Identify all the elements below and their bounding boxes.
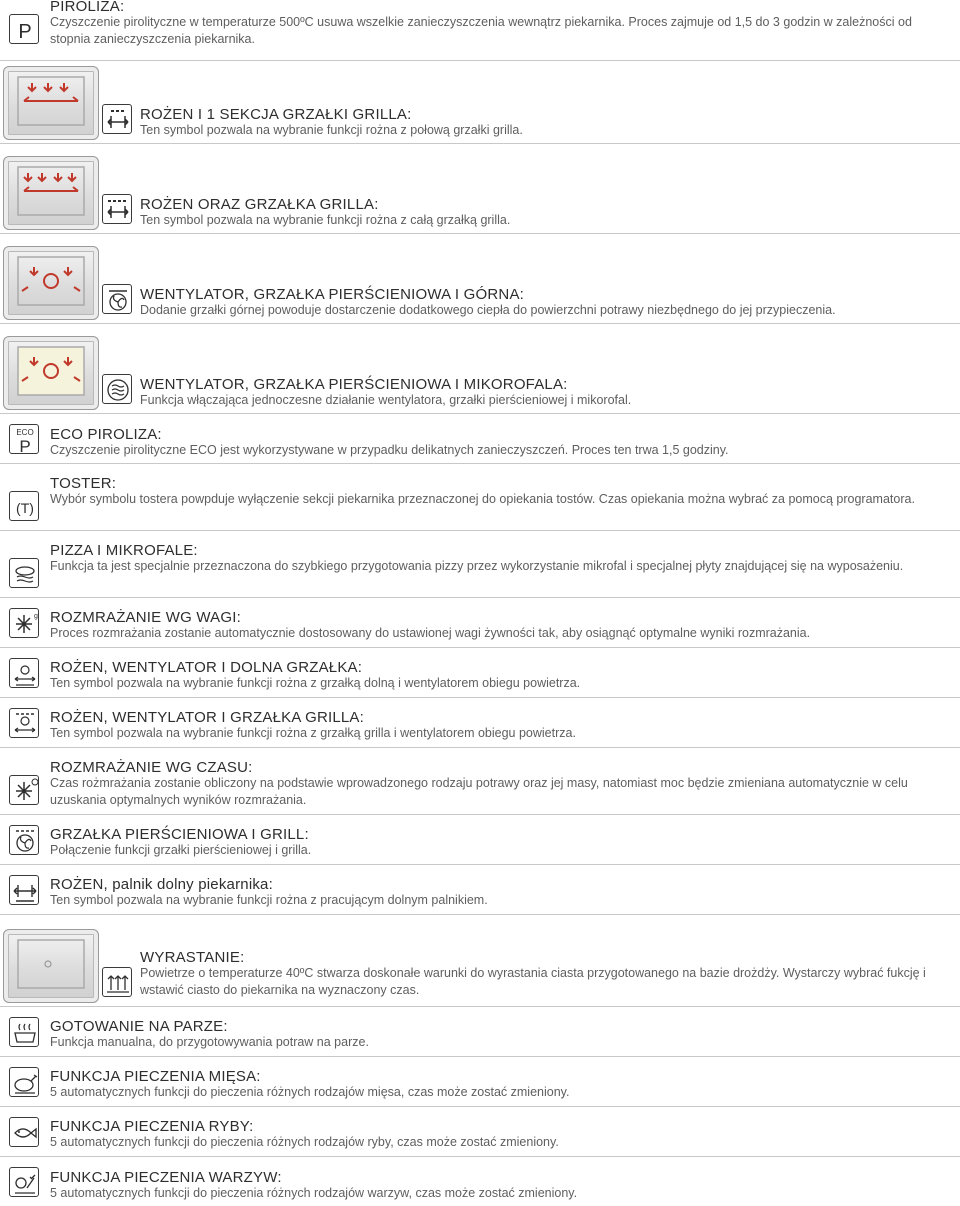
section-title: ECO PIROLIZA: bbox=[50, 426, 162, 443]
section-description: 5 automatycznych funkcji do pieczenia różnych rodzajów mięsa, czas może zostać zmieniony. bbox=[50, 1085, 570, 1099]
fish-roasting-icon bbox=[9, 1117, 39, 1147]
separator bbox=[0, 647, 960, 648]
section-title: ROŻEN, WENTYLATOR I DOLNA GRZAŁKA: bbox=[50, 659, 363, 676]
separator bbox=[0, 864, 960, 865]
rotisserie-half-grill-icon bbox=[102, 104, 132, 134]
section-description: Ten symbol pozwala na wybranie funkcji rożna z grzałką grilla i wentylatorem obiegu powietrza. bbox=[50, 726, 576, 740]
pizza-microwave-icon bbox=[9, 558, 39, 588]
oven-illustration bbox=[3, 246, 99, 320]
separator bbox=[0, 413, 960, 414]
section-title: TOSTER: bbox=[50, 475, 117, 492]
eco-label: ECO bbox=[16, 428, 34, 437]
section-description: Wybór symbolu tostera powpduje wyłączenie sekcji piekarnika przeznaczonej do opiekania tostów. Czas opiekania można wybrać za pomocą programatora. bbox=[50, 492, 915, 506]
separator bbox=[0, 747, 960, 748]
separator bbox=[0, 60, 960, 61]
section-title: ROŻEN ORAZ GRZAŁKA GRILLA: bbox=[140, 196, 379, 213]
fan-ring-microwave-icon bbox=[102, 374, 132, 404]
section-title: PIROLIZA: bbox=[50, 0, 125, 15]
separator bbox=[0, 1156, 960, 1157]
section-title: ROŻEN I 1 SEKCJA GRZAŁKI GRILLA: bbox=[140, 106, 412, 123]
section-title: WENTYLATOR, GRZAŁKA PIERŚCIENIOWA I GÓRNA: bbox=[140, 286, 525, 303]
fan-ring-top-heater-icon bbox=[102, 284, 132, 314]
separator bbox=[0, 323, 960, 324]
ring-grill-icon bbox=[9, 825, 39, 855]
section-description: Ten symbol pozwala na wybranie funkcji rożna z całą grzałką grilla. bbox=[140, 213, 511, 227]
separator bbox=[0, 597, 960, 598]
section-title: GOTOWANIE NA PARZE: bbox=[50, 1018, 228, 1035]
separator bbox=[0, 1006, 960, 1007]
svg-text:P: P bbox=[18, 21, 32, 43]
svg-text:(T): (T) bbox=[16, 500, 34, 516]
section-description: Czyszczenie pirolityczne w temperaturze 500ºC usuwa wszelkie zanieczyszczenia wewnątrz piekarnika. Proces zajmuje od 1,5 do 3 godzin w zależności od stopnia zanieczyszczenia piekarnika. bbox=[50, 15, 912, 46]
section-description: Powietrze o temperaturze 40ºC stwarza doskonałe warunki do wyrastania ciasta przygotowanego na bazie drożdży. Wystarczy wybrać fukcję i wstawić ciasto do piekarnika na wyznaczony czas. bbox=[140, 966, 926, 997]
separator bbox=[0, 463, 960, 464]
section-description: Proces rozmrażania zostanie automatycznie dostosowany do ustawionej wagi żywności tak, aby osiągnąć optymalne wyniki rozmrażania. bbox=[50, 626, 811, 640]
separator bbox=[0, 814, 960, 815]
separator bbox=[0, 914, 960, 915]
section-description: Ten symbol pozwala na wybranie funkcji rożna z grzałką dolną i wentylatorem obiegu powietrza. bbox=[50, 676, 581, 690]
oven-illustration bbox=[3, 156, 99, 230]
section-title: ROŻEN, WENTYLATOR I GRZAŁKA GRILLA: bbox=[50, 709, 365, 726]
defrost-time-icon bbox=[9, 775, 39, 805]
section-title: GRZAŁKA PIERŚCIENIOWA I GRILL: bbox=[50, 826, 309, 843]
pyrolysis-p-icon bbox=[9, 14, 39, 44]
separator bbox=[0, 530, 960, 531]
section-title: ROZMRAŻANIE WG CZASU: bbox=[50, 759, 253, 776]
section-title: ROŻEN, palnik dolny piekarnika: bbox=[50, 876, 273, 893]
rotisserie-fan-bottom-icon bbox=[9, 658, 39, 688]
section-description: Funkcja włączająca jednoczesne działanie wentylatora, grzałki pierścieniowej i mikorofal. bbox=[140, 393, 632, 407]
separator bbox=[0, 697, 960, 698]
rotisserie-bottom-burner-icon bbox=[9, 875, 39, 905]
eco-pyrolysis-icon bbox=[9, 424, 39, 454]
separator bbox=[0, 143, 960, 144]
section-description: Ten symbol pozwala na wybranie funkcji rożna z pracującym dolnym palnikiem. bbox=[50, 893, 488, 907]
oven-illustration bbox=[3, 929, 99, 1003]
defrost-weight-icon bbox=[9, 608, 39, 638]
svg-text:g: g bbox=[34, 613, 38, 620]
section-description: 5 automatycznych funkcji do pieczenia różnych rodzajów ryby, czas może zostać zmieniony. bbox=[50, 1135, 559, 1149]
rotisserie-full-grill-icon bbox=[102, 194, 132, 224]
oven-illustration bbox=[3, 336, 99, 410]
section-description: Funkcja manualna, do przygotowywania potraw na parze. bbox=[50, 1035, 369, 1049]
section-description: Funkcja ta jest specjalnie przeznaczona do szybkiego przygotowania pizzy przez wykorzystanie mikrofal i specjalnej płyty znajdującej się na wyposażeniu. bbox=[50, 559, 904, 573]
rotisserie-fan-grill-icon bbox=[9, 708, 39, 738]
steam-cooking-icon bbox=[9, 1017, 39, 1047]
section-description: Czyszczenie pirolityczne ECO jest wykorzystywane w przypadku delikatnych zanieczyszczeń. Proces ten trwa 1,5 godziny. bbox=[50, 443, 729, 457]
meat-roasting-icon bbox=[9, 1067, 39, 1097]
section-description: Połączenie funkcji grzałki pierścieniowej i grilla. bbox=[50, 843, 312, 857]
toaster-t-icon bbox=[9, 491, 39, 521]
svg-text:P: P bbox=[19, 437, 31, 455]
oven-illustration bbox=[3, 66, 99, 140]
section-title: FUNKCJA PIECZENIA RYBY: bbox=[50, 1118, 254, 1135]
section-title: WYRASTANIE: bbox=[140, 949, 245, 966]
section-title: FUNKCJA PIECZENIA WARZYW: bbox=[50, 1169, 282, 1186]
section-title: PIZZA I MIKROFALE: bbox=[50, 542, 198, 559]
section-title: ROZMRAŻANIE WG WAGI: bbox=[50, 609, 241, 626]
section-title: FUNKCJA PIECZENIA MIĘSA: bbox=[50, 1068, 261, 1085]
section-description: 5 automatycznych funkcji do pieczenia różnych rodzajów warzyw, czas może zostać zmieniony. bbox=[50, 1186, 578, 1200]
section-title: WENTYLATOR, GRZAŁKA PIERŚCIENIOWA I MIKOROFALA: bbox=[140, 376, 568, 393]
separator bbox=[0, 233, 960, 234]
section-description: Dodanie grzałki górnej powoduje dostarczenie dodatkowego ciepła do powierzchni potrawy niezbędnego do jej przypieczenia. bbox=[140, 303, 836, 317]
section-description: Ten symbol pozwala na wybranie funkcji rożna z połową grzałki grilla. bbox=[140, 123, 523, 137]
vegetable-roasting-icon bbox=[9, 1167, 39, 1197]
separator bbox=[0, 1056, 960, 1057]
section-description: Czas rożmrażania zostanie obliczony na podstawie wprowadzonego rodzaju potrawy oraz jej masy, natomiast moc będzie zmieniana automatycznie w celu uzuskania optymalnych wyników rozmrażania. bbox=[50, 776, 908, 807]
dough-rising-icon bbox=[102, 967, 132, 997]
separator bbox=[0, 1106, 960, 1107]
